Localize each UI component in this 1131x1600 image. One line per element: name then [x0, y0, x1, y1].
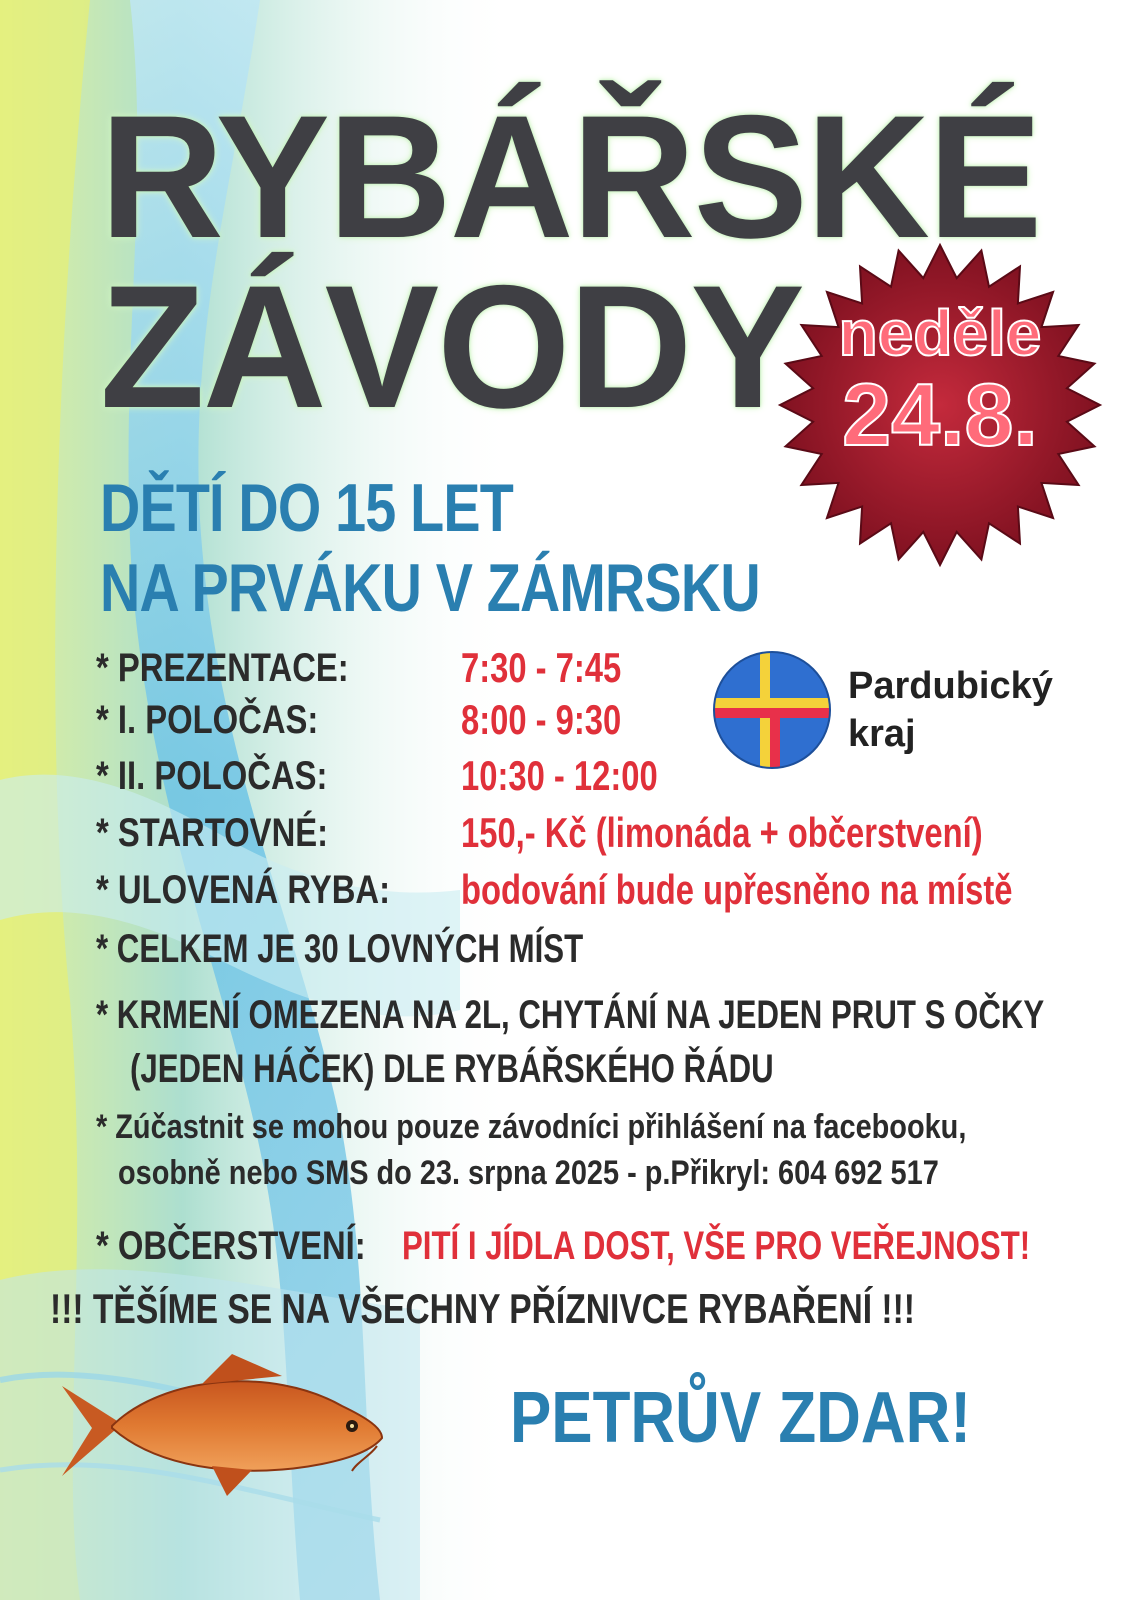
rule-feeding-line-2: (JEDEN HÁČEK) DLE RYBÁŘSKÉHO ŘÁDU — [130, 1047, 774, 1091]
schedule-value: 10:30 - 12:00 — [461, 752, 658, 799]
refreshments-value: PITÍ I JÍDLA DOST, VŠE PRO VEŘEJNOST! — [402, 1224, 1031, 1268]
schedule-label: * II. POLOČAS: — [96, 754, 328, 798]
schedule-value: bodování bude upřesněno na místě — [461, 866, 1013, 913]
schedule-value: 7:30 - 7:45 — [461, 644, 622, 691]
sponsor-name-line-1: Pardubický — [848, 665, 1053, 707]
schedule-value: 8:00 - 9:30 — [461, 696, 622, 743]
schedule-label: * ULOVENÁ RYBA: — [96, 868, 391, 912]
rule-registration-line-1: * Zúčastnit se mohou pouze závodníci přihlášení na facebooku, — [96, 1108, 967, 1146]
badge-day: neděle — [838, 297, 1042, 369]
schedule-label: * STARTOVNÉ: — [96, 811, 329, 855]
sponsor-name — [848, 662, 1053, 758]
subtitle-line-1: DĚTÍ DO 15 LET — [100, 470, 513, 546]
rule-registration-line-2: osobně nebo SMS do 23. srpna 2025 - p.Přikryl: 604 692 517 — [118, 1154, 939, 1192]
refreshments-label: * OBČERSTVENÍ: — [96, 1224, 366, 1268]
schedule-value: 150,- Kč (limonáda + občerstvení) — [461, 809, 983, 856]
title-line-1: RYBÁŘSKÉ — [100, 80, 1041, 275]
badge-date: 24.8. — [842, 365, 1038, 464]
closing-line: !!! TĚŠÍME SE NA VŠECHNY PŘÍZNIVCE RYBAŘENÍ !!! — [50, 1285, 915, 1332]
carp-fish-icon — [52, 1346, 392, 1506]
rule-fishing-places: * CELKEM JE 30 LOVNÝCH MÍST — [96, 927, 584, 971]
sponsor-name-line-2: kraj — [848, 713, 916, 755]
title-line-2: ZÁVODY — [100, 250, 803, 445]
rule-feeding-line-1: * KRMENÍ OMEZENA NA 2L, CHYTÁNÍ NA JEDEN PRUT S OČKY — [96, 993, 1045, 1037]
subtitle-line-2: NA PRVÁKU V ZÁMRSKU — [100, 550, 760, 626]
motto: PETRŮV ZDAR! — [510, 1378, 971, 1458]
schedule-label: * I. POLOČAS: — [96, 698, 319, 742]
schedule-label: * PREZENTACE: — [96, 646, 349, 690]
pardubice-region-logo-icon — [712, 650, 832, 770]
